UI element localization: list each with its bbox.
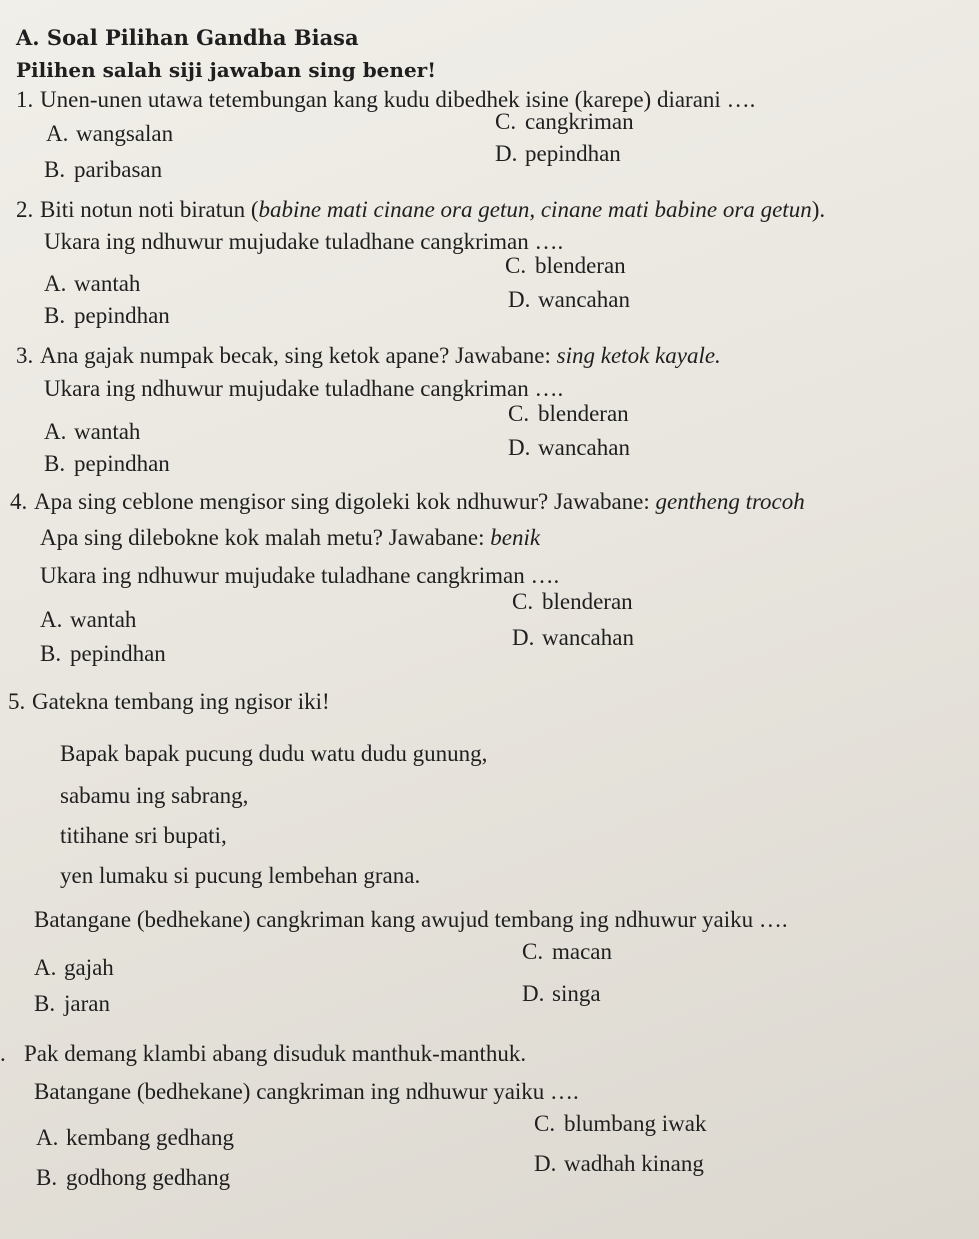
question-3-number: 3. (16, 343, 34, 368)
question-2-line-1 (16, 196, 825, 224)
question-4-option-a: A. wantah (40, 607, 137, 632)
question-2-option-c-text: blenderan (535, 253, 626, 278)
question-4-line-2-plain: Apa sing dilebokne kok malah metu? Jawabane: (40, 525, 491, 550)
question-2-text-plain: Biti notun noti biratun ( (40, 197, 259, 222)
question-6-option-c-text: blumbang iwak (564, 1111, 707, 1136)
question-5-option-c-text: macan (552, 939, 613, 964)
question-2-option-a: A. wantah (44, 271, 141, 296)
question-1-option-b-text: paribasan (74, 157, 163, 182)
question-3-option-b-text: pepindhan (74, 451, 170, 476)
question-4-option-d-text: wancahan (542, 625, 634, 650)
question-2-number: 2. (16, 197, 34, 222)
poem-line-4: yen lumaku si pucung lembehan grana. (60, 863, 421, 888)
question-6-option-d-text: wadhah kinang (564, 1151, 704, 1176)
question-4-line-2-italic: benik (490, 525, 541, 550)
question-4-option-a-text: wantah (70, 607, 137, 632)
question-1-option-b: B. paribasan (44, 157, 163, 182)
question-2-line-2: Ukara ing ndhuwur mujudake tuladhane cangkriman …. (44, 229, 564, 254)
question-6-option-b-text: godhong gedhang (66, 1165, 231, 1190)
poem-line-2: sabamu ing sabrang, (60, 783, 249, 808)
question-3-option-a: A. wantah (44, 419, 141, 444)
question-5-number: 5. (8, 689, 26, 714)
question-5-line-1 (8, 688, 330, 716)
question-1-option-a-text: wangsalan (76, 121, 174, 146)
question-4-option-c: C. blenderan (512, 589, 633, 614)
question-3-option-c: C. blenderan (508, 401, 629, 426)
poem-line-1: Bapak bapak pucung dudu watu dudu gunung, (60, 741, 488, 766)
question-5-option-c: C. macan (522, 939, 613, 964)
question-6-line-2: Batangane (bedhekane) cangkriman ing ndhuwur yaiku …. (34, 1079, 579, 1104)
question-4-line-3: Ukara ing ndhuwur mujudake tuladhane cangkriman …. (40, 563, 560, 588)
question-3-line-1 (16, 342, 721, 370)
section-instruction: Pilihen salah siji jawaban sing bener! (16, 58, 436, 82)
question-5-option-d-text: singa (552, 981, 601, 1006)
question-6-option-c: C. blumbang iwak (534, 1111, 707, 1136)
question-2-option-c: C. blenderan (505, 253, 626, 278)
question-2-option-b: B. pepindhan (44, 303, 170, 328)
question-2-option-d: D. wancahan (508, 287, 630, 312)
question-4-line-1 (10, 488, 805, 516)
question-6-option-a: A. kembang gedhang (36, 1125, 234, 1150)
question-3-text-italic: sing ketok kayale. (556, 343, 721, 368)
question-5-option-a-text: gajah (64, 955, 114, 980)
question-4-number: 4. (10, 489, 28, 514)
question-4-option-b: B. pepindhan (40, 641, 166, 666)
question-1-number: 1. (16, 87, 34, 112)
question-2-text-italic: babine mati cinane ora getun, cinane mati babine ora getun (258, 197, 812, 222)
question-4-option-b-text: pepindhan (70, 641, 166, 666)
question-4-text-italic: gentheng trocoh (655, 489, 805, 514)
question-2-option-b-text: pepindhan (74, 303, 170, 328)
question-3-option-c-text: blenderan (538, 401, 629, 426)
question-4-line-2 (40, 524, 540, 552)
question-1-text (16, 86, 755, 114)
question-6-option-d: D. wadhah kinang (534, 1151, 704, 1176)
poem-line-3: titihane sri bupati, (60, 823, 227, 848)
question-6-text: Pak demang klambi abang disuduk manthuk-manthuk. (24, 1041, 527, 1066)
section-title: A. Soal Pilihan Gandha Biasa (16, 25, 359, 50)
question-1-option-c: C. cangkriman (495, 109, 634, 134)
question-2-option-a-text: wantah (74, 271, 141, 296)
question-5-option-b-text: jaran (64, 991, 110, 1016)
question-2-option-d-text: wancahan (538, 287, 630, 312)
question-3-option-d: D. wancahan (508, 435, 630, 460)
question-6-line-1 (0, 1040, 526, 1068)
question-3-text-plain: Ana gajak numpak becak, sing ketok apane? Jawabane: (40, 343, 557, 368)
question-4-text-plain: Apa sing ceblone mengisor sing digoleki kok ndhuwur? Jawabane: (34, 489, 656, 514)
question-5-text: Gatekna tembang ing ngisor iki! (32, 689, 330, 714)
question-4-option-c-text: blenderan (542, 589, 633, 614)
question-6-option-b: B. godhong gedhang (36, 1165, 231, 1190)
question-3-option-a-text: wantah (74, 419, 141, 444)
question-5-option-b: B. jaran (34, 991, 110, 1016)
question-1-option-c-text: cangkriman (525, 109, 634, 134)
question-6-option-a-text: kembang gedhang (66, 1125, 234, 1150)
question-1-option-d-text: pepindhan (525, 141, 621, 166)
question-3-line-2: Ukara ing ndhuwur mujudake tuladhane cangkriman …. (44, 376, 564, 401)
question-2-text-end: ). (811, 197, 826, 222)
question-1-line-1: Unen-unen utawa tetembungan kang kudu dibedhek isine (karepe) diarani …. (40, 87, 756, 112)
question-3-option-b: B. pepindhan (44, 451, 170, 476)
question-5-option-a: A. gajah (34, 955, 114, 980)
question-5-option-d: D. singa (522, 981, 601, 1006)
question-3-option-d-text: wancahan (538, 435, 630, 460)
question-5-prompt: Batangane (bedhekane) cangkriman kang awujud tembang ing ndhuwur yaiku …. (34, 907, 788, 932)
question-1-option-d: D. pepindhan (495, 141, 621, 166)
question-1-option-a: A. wangsalan (46, 121, 174, 146)
question-4-option-d: D. wancahan (512, 625, 634, 650)
question-6-number: . (0, 1041, 6, 1066)
